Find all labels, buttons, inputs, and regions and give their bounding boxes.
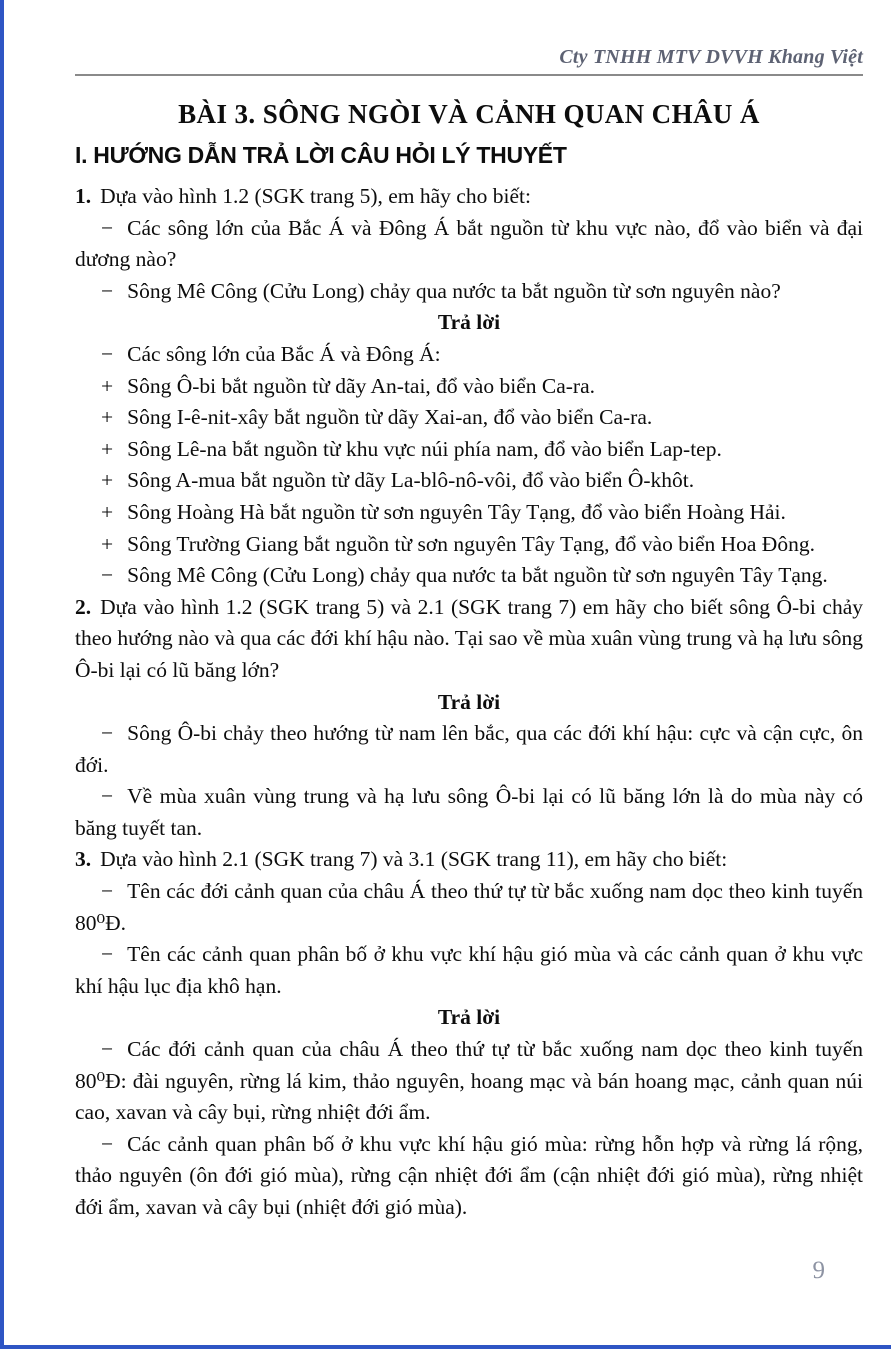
list-marker: + bbox=[101, 405, 114, 430]
paragraph-text: Sông Mê Công (Cửu Long) chảy qua nước ta bắt nguồn từ sơn nguyên nào? bbox=[127, 278, 781, 303]
section-heading: I. HƯỚNG DẪN TRẢ LỜI CÂU HỎI LÝ THUYẾT bbox=[75, 142, 567, 168]
paragraph-text: Sông Ô-bi chảy theo hướng từ nam lên bắc, qua các đới khí hậu: cực và cận cực, ôn đới. bbox=[75, 721, 863, 777]
paragraph-text: Về mùa xuân vùng trung và hạ lưu sông Ô-bi lại có lũ băng lớn là do mùa này có băng tuyết tan. bbox=[75, 784, 863, 840]
paragraph bbox=[75, 529, 863, 561]
page-bottom-border bbox=[0, 1345, 891, 1349]
paragraph bbox=[75, 844, 863, 876]
list-marker: − bbox=[101, 879, 114, 904]
list-marker: 1. bbox=[75, 184, 92, 208]
paragraph bbox=[75, 1034, 863, 1129]
paragraph bbox=[75, 1129, 863, 1224]
list-marker: − bbox=[101, 942, 114, 967]
paragraph bbox=[75, 939, 863, 1002]
paragraph bbox=[75, 434, 863, 466]
paragraph bbox=[75, 592, 863, 687]
list-marker: − bbox=[101, 278, 114, 303]
paragraph-text: Các đới cảnh quan của châu Á theo thứ tự từ bắc xuống nam dọc theo kinh tuyến 80⁰Đ: đài nguyên, rừng lá kim, thảo nguyên, hoang mạc và bán hoang mạc, cảnh quan núi cao, xavan và cây bụi, rừng nhiệt đới ẩm. bbox=[75, 1037, 863, 1125]
list-marker: − bbox=[101, 215, 114, 240]
paragraph bbox=[75, 276, 863, 308]
page-title: BÀI 3. SÔNG NGÒI VÀ CẢNH QUAN CHÂU Á bbox=[178, 99, 760, 129]
paragraph-text: Dựa vào hình 1.2 (SGK trang 5), em hãy cho biết: bbox=[100, 184, 531, 208]
paragraph-text: Sông Lê-na bắt nguồn từ khu vực núi phía nam, đổ vào biển Lap-tep. bbox=[127, 436, 722, 461]
paragraph-text: Tên các cảnh quan phân bố ở khu vực khí hậu gió mùa và các cảnh quan ở khu vực khí hậu lục địa khô hạn. bbox=[75, 942, 863, 998]
answer-heading: Trả lời bbox=[437, 689, 501, 714]
list-marker: 3. bbox=[75, 847, 92, 872]
body-text bbox=[75, 181, 863, 1224]
paragraph bbox=[75, 371, 863, 403]
list-marker: + bbox=[101, 436, 114, 461]
paragraph-text: Dựa vào hình 1.2 (SGK trang 5) và 2.1 (SGK trang 7) em hãy cho biết sông Ô-bi chảy theo hướng nào và qua các đới khí hậu nào. Tại sao về mùa xuân vùng trung và hạ lưu sông Ô-bi lại có lũ băng lớn? bbox=[75, 594, 863, 682]
paragraph-text: Sông Trường Giang bắt nguồn từ sơn nguyên Tây Tạng, đổ vào biển Hoa Đông. bbox=[127, 531, 815, 556]
list-marker: − bbox=[101, 1037, 114, 1062]
paragraph bbox=[75, 781, 863, 844]
answer-heading: Trả lời bbox=[437, 1005, 501, 1030]
list-marker: + bbox=[101, 373, 114, 398]
page-header bbox=[75, 46, 863, 76]
paragraph-text: Sông Mê Công (Cửu Long) chảy qua nước ta bắt nguồn từ sơn nguyên Tây Tạng. bbox=[127, 563, 828, 588]
list-marker: − bbox=[101, 341, 114, 366]
paragraph bbox=[75, 181, 863, 213]
list-marker: − bbox=[101, 1131, 114, 1156]
list-marker: + bbox=[101, 468, 114, 493]
paragraph-text: Tên các đới cảnh quan của châu Á theo thứ tự từ bắc xuống nam dọc theo kinh tuyến 80⁰Đ. bbox=[75, 879, 863, 935]
list-marker: + bbox=[101, 499, 114, 524]
list-marker: + bbox=[101, 531, 114, 556]
page-left-border bbox=[0, 0, 4, 1349]
paragraph-text: Sông Hoàng Hà bắt nguồn từ sơn nguyên Tây Tạng, đổ vào biển Hoàng Hải. bbox=[127, 499, 786, 524]
paragraph-text: Sông A-mua bắt nguồn từ dãy La-blô-nô-vôi, đổ vào biển Ô-khôt. bbox=[127, 468, 695, 493]
paragraph bbox=[75, 465, 863, 497]
paragraph bbox=[75, 213, 863, 276]
paragraph bbox=[75, 339, 863, 371]
paragraph bbox=[75, 402, 863, 434]
list-marker: − bbox=[101, 784, 114, 809]
paragraph-text: Sông Ô-bi bắt nguồn từ dãy An-tai, đổ vào biển Ca-ra. bbox=[127, 373, 595, 398]
paragraph-text: Các cảnh quan phân bố ở khu vực khí hậu gió mùa: rừng hỗn hợp và rừng lá rộng, thảo nguyên (ôn đới gió mùa), rừng cận nhiệt đới ẩm (cận nhiệt đới gió mùa), rừng nhiệt đới ẩm, xavan và cây bụi (nhiệt đới gió mùa). bbox=[75, 1131, 863, 1219]
header-company-name: Cty TNHH MTV DVVH Khang Việt bbox=[559, 46, 863, 68]
paragraph bbox=[75, 560, 863, 592]
paragraph-text: Sông I-ê-nit-xây bắt nguồn từ dãy Xai-an, đổ vào biển Ca-ra. bbox=[127, 405, 653, 430]
paragraph-text: Dựa vào hình 2.1 (SGK trang 7) và 3.1 (SGK trang 11), em hãy cho biết: bbox=[100, 847, 728, 872]
list-marker: − bbox=[101, 563, 114, 588]
list-marker: − bbox=[101, 721, 114, 746]
paragraph bbox=[75, 497, 863, 529]
paragraph bbox=[75, 876, 863, 939]
answer-heading: Trả lời bbox=[437, 310, 501, 335]
paragraph bbox=[75, 718, 863, 781]
page-number: 9 bbox=[812, 1257, 825, 1284]
paragraph-text: Các sông lớn của Bắc Á và Đông Á bắt nguồn từ khu vực nào, đổ vào biển và đại dương nào? bbox=[75, 215, 863, 272]
list-marker: 2. bbox=[75, 594, 92, 619]
paragraph-text: Các sông lớn của Bắc Á và Đông Á: bbox=[127, 341, 441, 366]
